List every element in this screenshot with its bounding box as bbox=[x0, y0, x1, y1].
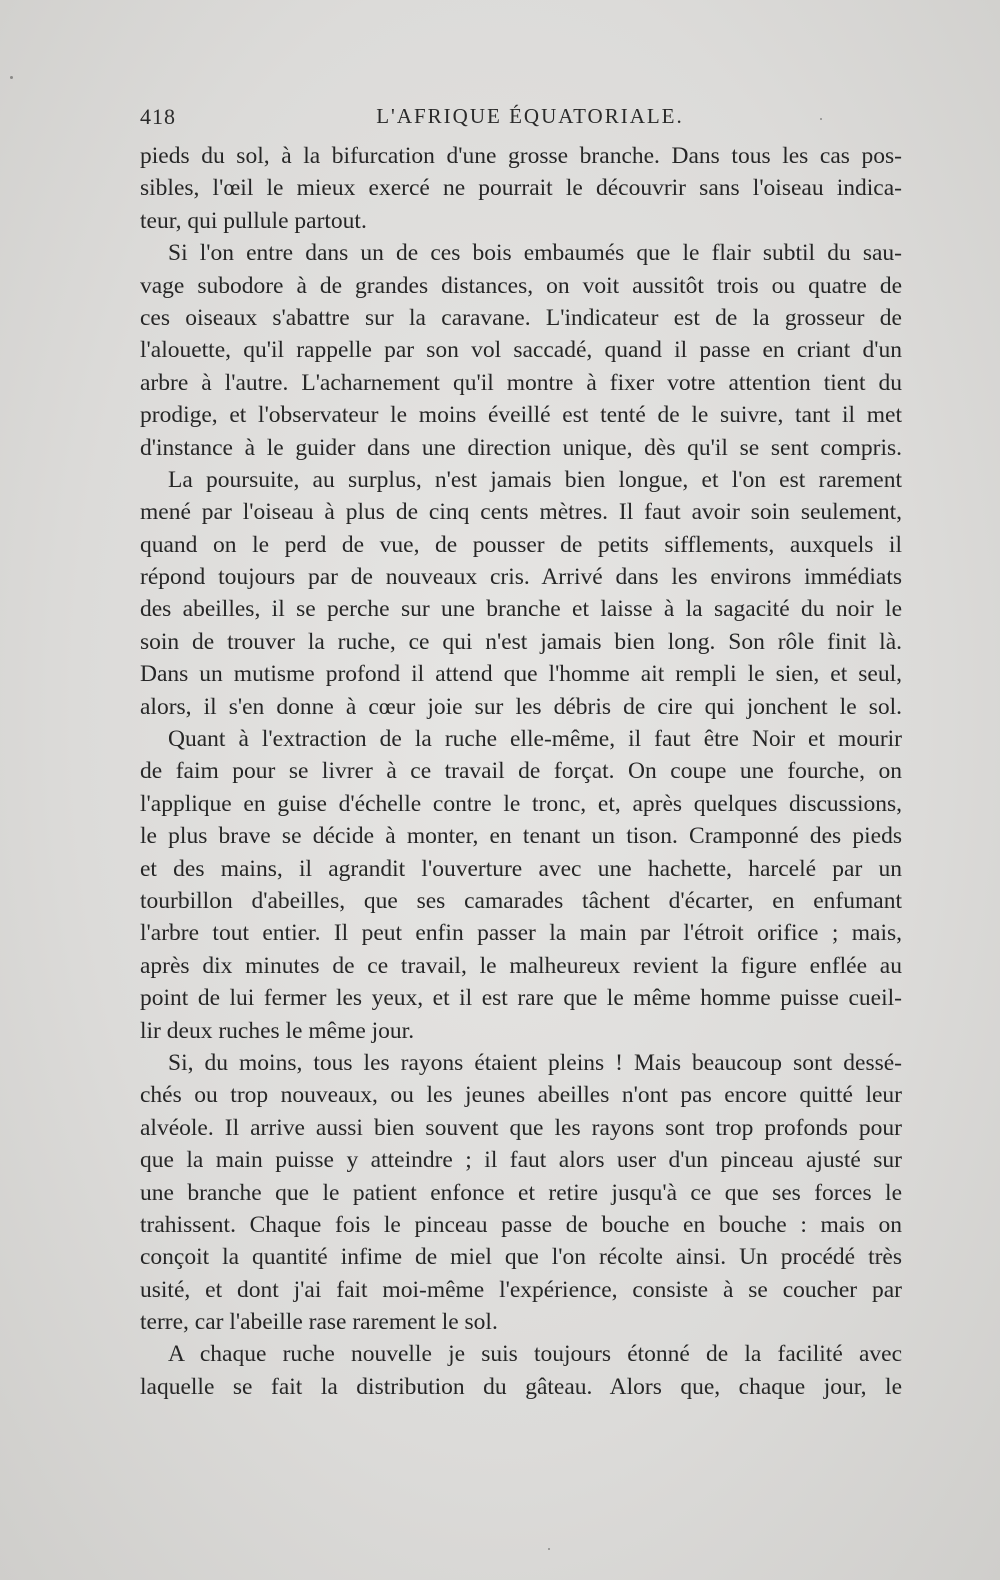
paragraph-first-line: Quant à l'extraction de la ruche elle-même, il faut être Noir et mourir bbox=[168, 726, 902, 753]
text-line: vage subodore à de grandes distances, on voit aussitôt trois ou quatre de bbox=[140, 272, 902, 299]
text-line: l'alouette, qu'il rappelle par son vol saccadé, quand il passe en criant d'un bbox=[140, 337, 902, 364]
text-line: une branche que le patient enfonce et retire jusqu'à ce que ses forces le bbox=[140, 1179, 902, 1206]
text-line: quand on le perd de vue, de pousser de petits sifflements, auxquels il bbox=[140, 531, 902, 558]
text-line: usité, et dont j'ai fait moi-même l'expérience, consiste à se coucher par bbox=[140, 1276, 902, 1303]
text-line: répond toujours par de nouveaux cris. Arrivé dans les environs immédiats bbox=[140, 564, 902, 591]
text-line: pieds du sol, à la bifurcation d'une grosse branche. Dans tous les cas pos- bbox=[140, 143, 902, 169]
body-text bbox=[140, 140, 902, 1403]
text-line: alors, il s'en donne à cœur joie sur les débris de cire qui jonchent le sol. bbox=[140, 693, 902, 720]
paper-speck bbox=[548, 1548, 550, 1550]
text-line: de faim pour se livrer à ce travail de forçat. On coupe une fourche, on bbox=[140, 758, 902, 785]
paper-speck bbox=[820, 118, 822, 120]
text-line: et des mains, il agrandit l'ouverture avec une hachette, harcelé par un bbox=[140, 855, 902, 882]
page-number: 418 bbox=[140, 104, 176, 129]
paragraph-first-line: A chaque ruche nouvelle je suis toujours étonné de la facilité avec bbox=[168, 1341, 902, 1368]
text-line: tourbillon d'abeilles, que ses camarades tâchent d'écarter, en enfumant bbox=[140, 887, 902, 914]
running-title: L'AFRIQUE ÉQUATORIALE. bbox=[376, 104, 684, 128]
text-line: l'arbre tout entier. Il peut enfin passer la main par l'étroit orifice ; mais, bbox=[140, 920, 902, 947]
text-line: prodige, et l'observateur le moins éveillé est tenté de le suivre, tant il met bbox=[140, 402, 902, 429]
text-line: après dix minutes de ce travail, le malheureux revient la figure enflée au bbox=[140, 952, 902, 979]
text-line: laquelle se fait la distribution du gâteau. Alors que, chaque jour, le bbox=[140, 1373, 902, 1400]
text-line: le plus brave se décide à monter, en tenant un tison. Cramponné des pieds bbox=[140, 823, 902, 850]
paragraph-first-line: La poursuite, au surplus, n'est jamais bien longue, et l'on est rarement bbox=[168, 466, 902, 493]
text-line: point de lui fermer les yeux, et il est rare que le même homme puisse cueil- bbox=[140, 985, 902, 1012]
text-line: l'applique en guise d'échelle contre le tronc, et, après quelques discussions, bbox=[140, 790, 902, 817]
text-line: teur, qui pullule partout. bbox=[140, 207, 367, 234]
text-line: Dans un mutisme profond il attend que l'homme ait rempli le sien, et seul, bbox=[140, 661, 902, 688]
running-head bbox=[140, 104, 902, 140]
text-line: arbre à l'autre. L'acharnement qu'il montre à fixer votre attention tient du bbox=[140, 369, 902, 396]
text-line: sibles, l'œil le mieux exercé ne pourrait le découvrir sans l'oiseau indica- bbox=[140, 175, 902, 202]
text-line: que la main puisse y atteindre ; il faut alors user d'un pinceau ajusté sur bbox=[140, 1147, 902, 1174]
text-line: soin de trouver la ruche, ce qui n'est jamais bien long. Son rôle finit là. bbox=[140, 628, 902, 655]
text-line: lir deux ruches le même jour. bbox=[140, 1017, 415, 1044]
paragraph-first-line: Si l'on entre dans un de ces bois embaumés que le flair subtil du sau- bbox=[168, 240, 902, 267]
text-line: alvéole. Il arrive aussi bien souvent que les rayons sont trop profonds pour bbox=[140, 1114, 902, 1141]
text-line: chés ou trop nouveaux, ou les jeunes abeilles n'ont pas encore quitté leur bbox=[140, 1082, 902, 1109]
text-line: d'instance à le guider dans une direction unique, dès qu'il se sent compris. bbox=[140, 434, 902, 461]
text-line: conçoit la quantité infime de miel que l'on récolte ainsi. Un procédé très bbox=[140, 1244, 902, 1271]
paper-speck bbox=[10, 76, 13, 79]
text-line: terre, car l'abeille rase rarement le sol. bbox=[140, 1309, 498, 1336]
text-line: trahissent. Chaque fois le pinceau passe de bouche en bouche : mais on bbox=[140, 1211, 902, 1238]
paragraph-first-line: Si, du moins, tous les rayons étaient pleins ! Mais beaucoup sont dessé- bbox=[168, 1049, 902, 1076]
text-line: des abeilles, il se perche sur une branche et laisse à la sagacité du noir le bbox=[140, 596, 902, 623]
text-line: mené par l'oiseau à plus de cinq cents mètres. Il faut avoir soin seulement, bbox=[140, 499, 902, 526]
text-line: ces oiseaux s'abattre sur la caravane. L'indicateur est de la grosseur de bbox=[140, 304, 902, 331]
